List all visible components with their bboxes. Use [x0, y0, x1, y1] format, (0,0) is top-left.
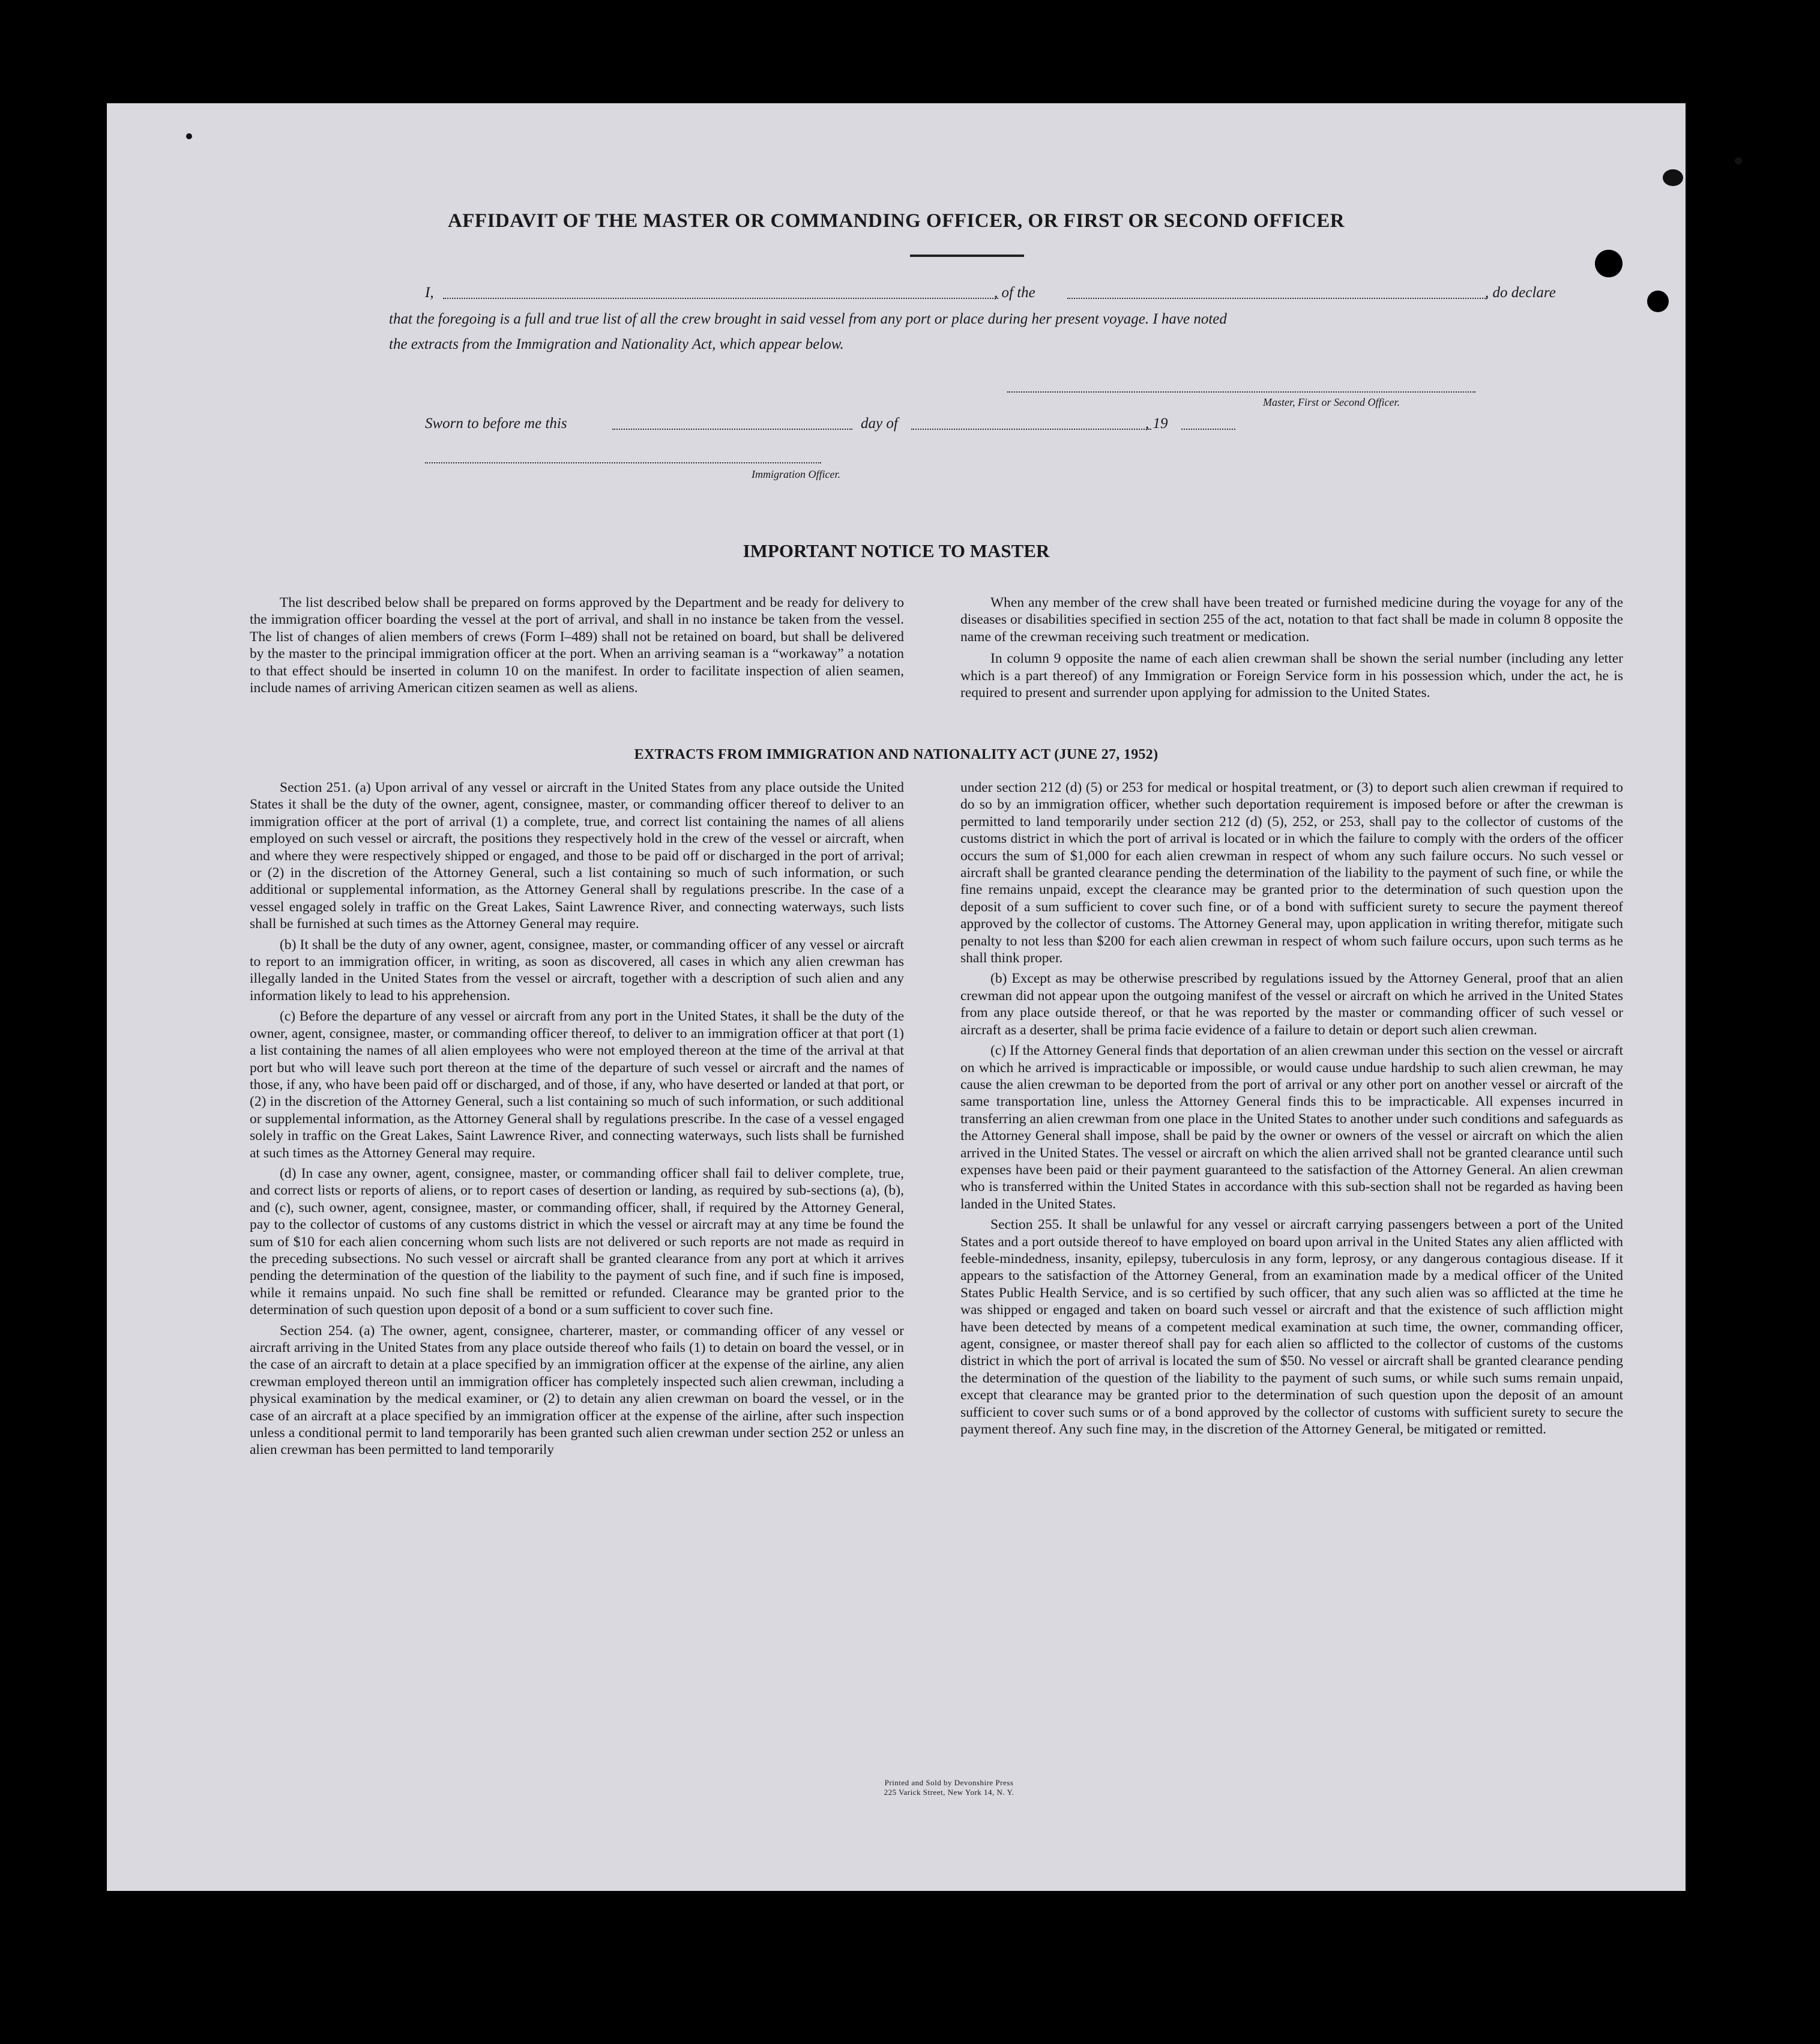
officer-signature-field[interactable] [425, 462, 821, 463]
extracts-title: EXTRACTS FROM IMMIGRATION AND NATIONALITY ACT (JUNE 27, 1952) [634, 747, 1159, 762]
punch-hole [1720, 1647, 1748, 1675]
act-section-paragraph: (c) Before the departure of any vessel or aircraft from any port in the United States, it shall be the duty of the owner, agent, consignee, master, or commanding officer thereof, to deliver to an immigration officer at that port (1) a list containing the names of all alien employees who were not employed thereon at the time of the arrival at that port but who will leave such port thereon at the time of the departure of such vessel or aircraft and the names of those, if any, who have been paid off or discharged, and of those, if any, who have deserted or landed at that port, or (2) in the discretion of the Attorney General, such a list containing so much of such information, or such additional or supplemental information, as the Attorney General shall by regulations prescribe. In the case of a vessel engaged solely in traffic on the Great Lakes, Saint Lawrence River, and connecting waterways, such lists shall be furnished at such times as the Attorney General may require. [250, 1008, 904, 1161]
notice-paragraph: When any member of the crew shall have been treated or furnished medicine during the voyage for any of the diseases or disabilities specified in section 255 of the act, notation to that fact shall be made in column 8 opposite the name of the crewman receiving such treatment or medication. [960, 595, 1623, 645]
punch-hole [1720, 1740, 1748, 1767]
printer-name: Printed and Sold by Devonshire Press [884, 1778, 1014, 1787]
act-section-paragraph: (b) Except as may be otherwise prescribed by regulations issued by the Attorney General, proof that an alien crewman did not appear upon the outgoing manifest of the vessel or aircraft on which he arrived in the United States from any place outside thereof, or that he was reported by the master or commanding officer of such vessel or aircraft as a deserter, shall be prima facie evidence of a failure to detain or deport such alien crewman. [960, 971, 1623, 1038]
affidavit-title: AFFIDAVIT OF THE MASTER OR COMMANDING OFFICER, OR FIRST OR SECOND OFFICER [447, 210, 1345, 232]
act-section-paragraph: under section 212 (d) (5) or 253 for medical or hospital treatment, or (3) to deport such alien crewman if required to do so by an immigration officer, whether such deportation requirement is imposed before or after the crewman is permitted to land temporarily under section 212 (d) (5), 252, or 253, shall pay to the collector of customs of the customs district in which the port of arrival is located or in which the failure to comply with the orders of the officer occurs the sum of $1,000 for each alien crewman in respect of whom any such failure occurs. No such vessel or aircraft shall be granted clearance pending the determination of the liability to the payment of such fine, or while the fine remains unpaid, except the clearance may be granted prior to the determination of such question upon the deposit of a sum sufficient to cover such fine, or of a bond with sufficient surety to secure the payment thereof approved by the collector of customs. The Attorney General may, upon application in writing therefor, mitigate such penalty to not less than $200 for each alien crewman in respect of whom such failure occurs, upon such terms as he shall think proper. [960, 780, 1623, 966]
vessel-name-field[interactable] [1067, 298, 1487, 299]
declarant-name-field[interactable] [443, 298, 998, 299]
act-section-paragraph: Section 251. (a) Upon arrival of any vessel or aircraft in the United States from any place outside the United States it shall be the duty of the owner, agent, consignee, master, or commanding officer thereof to deliver to an immigration officer at the port of arrival (1) a complete, true, and correct list containing the names of all aliens employed on such vessel or aircraft, the positions they respectively hold in the crew of the vessel or aircraft, when and where they were respectively shipped or engaged, and those to be paid off or discharged in the port of arrival; or (2) in the discretion of the Attorney General, such a list containing so much of such information, or such additional or supplemental information, as the Attorney General shall by regulations prescribe. In the case of a vessel engaged solely in traffic on the Great Lakes, Saint Lawrence River, and connecting waterways, such lists shall be furnished at such times as the Attorney General may require. [250, 780, 904, 932]
year-label: , 19 [1145, 415, 1168, 432]
extracts-right-column [960, 779, 1623, 1441]
act-section-paragraph: (c) If the Attorney General finds that deportation of an alien crewman under this section on the vessel or aircraft on which he arrived is impracticable or impossible, or would cause undue hardship to such alien crewman, he may cause the alien crewman to be deported from the port of arrival or any other port on another vessel or aircraft of the same transportation line, unless the Attorney General finds this to be impracticable. All expenses incurred in transferring an alien crewman from one place in the United States to another under such conditions and safeguards as the Attorney General shall impose, shall be paid by the owner or owners of the vessel or aircraft on which the alien arrived in the United States. The vessel or aircraft on which the alien arrived shall not be granted clearance until such expenses have been paid or their payment guaranteed to the satisfaction of the Attorney General. An alien crewman who is transferred within the United States in accordance with this sub-section shall not be regarded as having been landed in the United States. [960, 1043, 1623, 1212]
title-underline [910, 255, 1024, 257]
punch-hole [1720, 1282, 1748, 1310]
document-page [107, 103, 1686, 1891]
punch-hole [1595, 250, 1623, 277]
sworn-label: Sworn to before me this [425, 415, 567, 432]
notice-paragraph: In column 9 opposite the name of each alien crewman shall be shown the serial number (including any letter which is a part thereof) of any Immigration or Foreign Service form in his possession which, under the act, he is required to present and surrender upon applying for admission to the United States. [960, 651, 1623, 701]
printer-address: 225 Varick Street, New York 14, N. Y. [884, 1788, 1014, 1797]
affidavit-declare-label: , do declare [1485, 285, 1556, 301]
punch-hole [1720, 759, 1748, 786]
act-section-paragraph: (b) It shall be the duty of any owner, agent, consignee, master, or commanding officer of any vessel or aircraft to report to an immigration officer, in writing, as soon as discovered, all cases in which any alien crewman has illegally landed in the United States from the vessel or aircraft, together with a description of such alien and any information likely to lead to his apprehension. [250, 936, 904, 1004]
ink-speck [1735, 157, 1742, 164]
punch-hole [1647, 291, 1669, 312]
ink-speck [186, 133, 192, 139]
affidavit-of-the-label: , of the [994, 285, 1035, 301]
sworn-day-field[interactable] [612, 429, 852, 430]
notice-left-column [250, 594, 904, 700]
punch-hole [1720, 294, 1748, 322]
notice-right-column [960, 594, 1623, 705]
affidavit-statement-line: that the foregoing is a full and true list of all the crew brought in said vessel from any port or place during her present voyage. I have noted [389, 311, 1227, 327]
act-section-paragraph: Section 255. It shall be unlawful for any vessel or aircraft carrying passengers between a port of the United States and a port outside thereof to have employed on board upon arrival in the United States any alien afflicted with feeble-mindedness, insanity, epilepsy, tuberculosis in any form, leprosy, or any dangerous contagious disease. If it appears to the satisfaction of the Attorney General, from an examination made by a medical officer of the United States Public Health Service, and is so certified by such officer, that any such alien was so afflicted at the time he was shipped or engaged and taken on board such vessel or aircraft and that the existence of such affliction might have been detected by means of a competent medical examination at such time, the owner, commanding officer, agent, consignee, or master thereof shall pay for each alien so afflicted to the collector of customs of the customs district in which the port of arrival is located the sum of $50. No vessel or aircraft shall be granted clearance pending the determination of the question of the liability to the payment of such sums, or while such sums remain unpaid, except that clearance may be granted prior to the determination of such question upon the deposit of an amount sufficient to cover such sums or of a bond approved by the collector of customs with sufficient surety to secure the payment thereof. Any such fine may, in the discretion of the Attorney General, be mitigated or remitted. [960, 1217, 1623, 1438]
officer-signature-label: Immigration Officer. [752, 468, 840, 480]
affidavit-statement-line: the extracts from the Immigration and Nationality Act, which appear below. [389, 336, 844, 352]
punch-hole [1723, 203, 1750, 231]
punch-hole [1720, 387, 1748, 414]
master-signature-label: Master, First or Second Officer. [1263, 396, 1400, 408]
punch-hole [1720, 664, 1748, 692]
ink-speck [1663, 169, 1683, 186]
affidavit-i-label: I, [425, 285, 434, 301]
extracts-left-column [250, 779, 904, 1462]
notice-title: IMPORTANT NOTICE TO MASTER [743, 540, 1050, 561]
sworn-year-field[interactable] [1181, 429, 1235, 430]
printer-imprint [850, 1778, 1048, 1797]
act-section-paragraph: (d) In case any owner, agent, consignee, master, or commanding officer shall fail to deliver complete, true, and correct lists or reports of aliens, or to report cases of desertion or landing, as required by sub-sections (a), (b), and (c), such owner, agent, consignee, master, or commanding officer, shall, if required by the Attorney General, pay to the collector of customs of any customs district in which the vessel or aircraft may at any time be found the sum of $10 for each alien concerning whom such lists are not delivered or such reports are not made as requird in the preceding subsections. No such vessel or aircraft shall be granted clearance from any port at which it arrives pending the determination of the question of the liability to the payment of such fine, and if such fine is imposed, while it remains unpaid. No such fine shall be remitted or refunded. Clearance may be granted prior to the determination of such question upon deposit of a bond or a sum sufficient to cover such fine. [250, 1165, 904, 1318]
sworn-month-field[interactable] [911, 429, 1151, 430]
act-section-paragraph: Section 254. (a) The owner, agent, consignee, charterer, master, or commanding officer of any vessel or aircraft arriving in the United States from any place outside thereof who fails (1) to detain on board the vessel, or in the case of an aircraft to detain at a place specified by an immigration officer at the expense of the airline, any alien crewman employed thereon until an immigration officer has completely inspected such alien crewman, including a physical examination by the medical examiner, or (2) to detain any alien crewman on board the vessel, or in the case of an aircraft at a place specified by an immigration officer at the expense of the airline, after such inspection unless a conditional permit to land temporarily has been granted such alien crewman under section 252 or unless an alien crewman has been permitted to land temporarily [250, 1322, 904, 1458]
day-of-label: day of [861, 415, 898, 432]
master-signature-field[interactable] [1007, 391, 1475, 393]
notice-paragraph: The list described below shall be prepared on forms approved by the Department and be ready for delivery to the immigration officer boarding the vessel at the port of arrival, and shall in no instance be taken from the vessel. The list of changes of alien members of crews (Form I–489) shall not be retained on board, but shall be delivered by the master to the principal immigration officer at the port. When an arriving seaman is a “workaway” a notation to that effect should be inserted in column 10 on the manifest. In order to facilitate inspection of alien seamen, include names of arriving American citizen seamen as well as aliens. [250, 595, 904, 696]
